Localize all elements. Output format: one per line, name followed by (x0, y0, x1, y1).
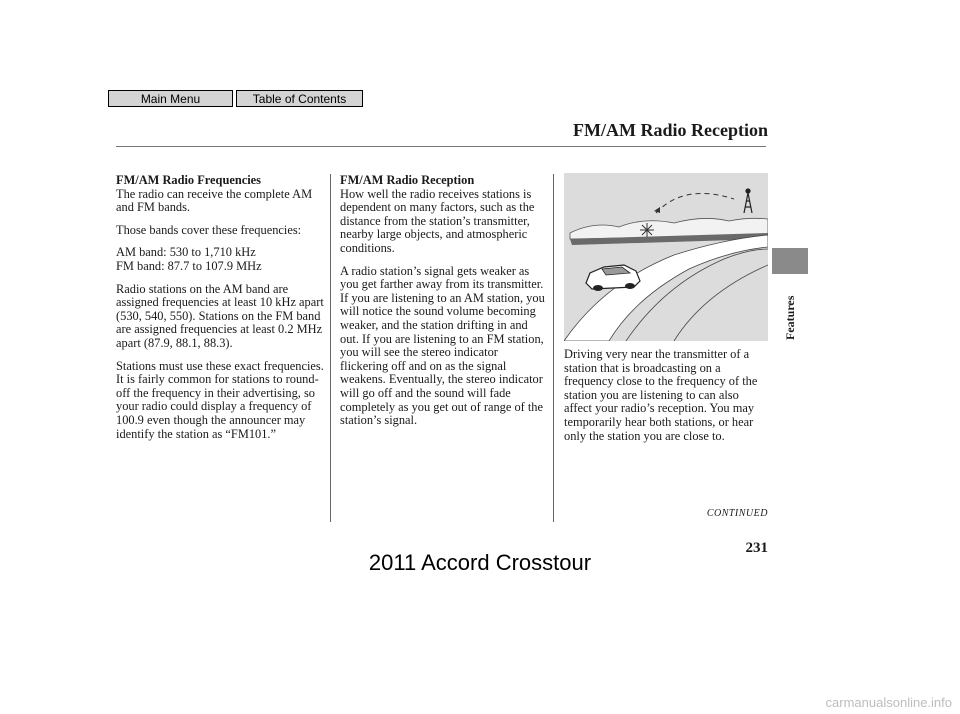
paragraph: The radio can receive the complete AM and FM bands. (116, 186, 313, 215)
watermark: carmanualsonline.info (825, 695, 952, 710)
paragraph: Radio stations on the AM band are assigned frequencies at least 10 kHz apart (530, 540, 550). Stations on the FM band are assigned frequencies at least 0.2 MHz apart (87.9, 88.1, 88.3). (116, 281, 324, 350)
paragraph: How well the radio receives stations is dependent on many factors, such as the distance from the station’s transmitter, nearby large objects, and atmospheric conditions. (340, 186, 535, 255)
paragraph: AM band: 530 to 1,710 kHz FM band: 87.7 to 107.9 MHz (116, 245, 262, 273)
paragraph: A radio station’s signal gets weaker as you get farther away from its transmitter. If you are listening to an AM station, you will notice the sound volume becoming weaker, and the station drifting in and out. If you are listening to an FM station, you will see the stereo indicator flickering off and on as the signal weakens. Eventually, the stereo indicator will go off and the sound will fade completely as you get out of range of the station’s signal. (340, 263, 545, 428)
column-interference (564, 348, 768, 452)
header-divider (116, 146, 766, 147)
table-of-contents-button[interactable]: Table of Contents (236, 90, 363, 107)
column-reception (340, 174, 546, 437)
page-number: 231 (745, 540, 768, 556)
page-title: FM/AM Radio Reception (573, 120, 768, 140)
section-tab (772, 248, 808, 274)
section-heading: FM/AM Radio Reception (340, 173, 475, 187)
section-heading: FM/AM Radio Frequencies (116, 173, 261, 187)
paragraph: Driving very near the transmitter of a station that is broadcasting on a frequency close to the frequency of the station you are listening to can also affect your radio’s reception. You may temporarily hear both stations, or hear only the station you are close to. (564, 347, 758, 443)
paragraph: Stations must use these exact frequencies. It is fairly common for stations to round-off the frequency in their advertising, so your radio could display a frequency of 100.9 even though the announcer may identify the station as “FM101.” (116, 358, 324, 441)
column-frequencies (116, 174, 326, 450)
continued-label: CONTINUED (706, 508, 768, 519)
main-menu-button[interactable]: Main Menu (108, 90, 233, 107)
column-divider (553, 174, 554, 522)
model-name: 2011 Accord Crosstour (368, 550, 592, 575)
car-radio-reception-icon (564, 173, 768, 341)
column-divider (330, 174, 331, 522)
paragraph: Those bands cover these frequencies: (116, 222, 302, 237)
section-label: Features (783, 295, 797, 340)
